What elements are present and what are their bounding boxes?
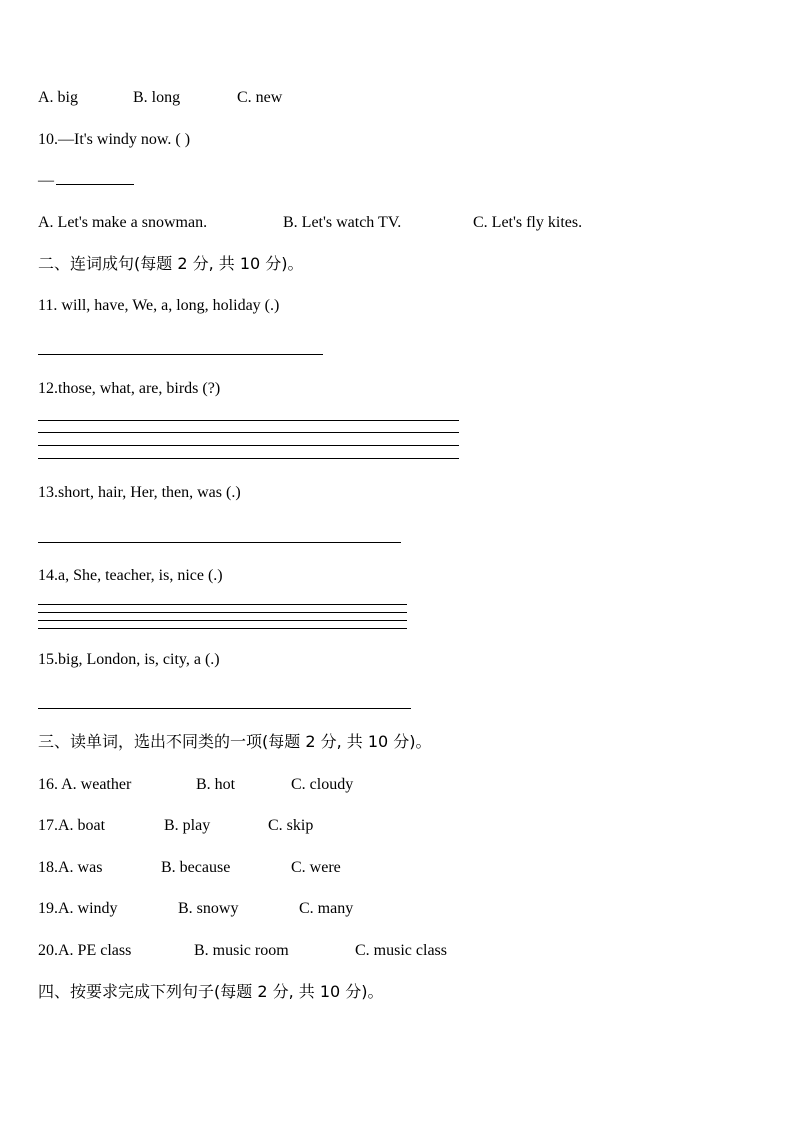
q13-answer-line[interactable]: [38, 542, 401, 543]
q17-option-c: C. skip: [268, 817, 314, 834]
q17-option-a: 17.A. boat: [38, 817, 106, 834]
q19-option-c: C. many: [299, 900, 354, 917]
q20-option-c: C. music class: [355, 942, 447, 959]
q9-option-a: A. big: [38, 89, 78, 106]
q20-row: [38, 941, 447, 961]
q18-option-b: B. because: [161, 859, 231, 876]
q18-option-a: 18.A. was: [38, 859, 103, 876]
q20-option-a: 20.A. PE class: [38, 942, 132, 959]
q9-option-c: C. new: [237, 89, 283, 106]
q10-answer-blank[interactable]: [56, 170, 134, 185]
q15-prompt: 15.big, London, is, city, a (.): [38, 651, 220, 668]
q14-answer-line-3[interactable]: [38, 620, 407, 621]
q11-answer-line[interactable]: [38, 354, 323, 355]
q12-answer-line-2[interactable]: [38, 432, 459, 433]
q12-answer-line-4[interactable]: [38, 458, 459, 459]
q18-option-c: C. were: [291, 859, 341, 876]
q16-option-b: B. hot: [196, 776, 236, 793]
q9-option-b: B. long: [133, 89, 181, 106]
q20-option-b: B. music room: [194, 942, 289, 959]
q14-answer-line-2[interactable]: [38, 612, 407, 613]
q10-option-a: A. Let's make a snowman.: [38, 214, 208, 231]
q15-answer-line[interactable]: [38, 708, 411, 709]
q12-prompt: 12.those, what, are, birds (?): [38, 380, 221, 397]
q13-prompt: 13.short, hair, Her, then, was (.): [38, 484, 241, 501]
q19-option-a: 19.A. windy: [38, 900, 118, 917]
q9-options: [38, 88, 282, 108]
q17-row: [38, 816, 313, 836]
section3-heading: 三、读单词，选出不同类的一项(每题 2 分, 共 10 分)。: [38, 732, 432, 751]
q16-option-c: C. cloudy: [291, 776, 354, 793]
q10-option-b: B. Let's watch TV.: [283, 214, 402, 231]
q17-option-b: B. play: [164, 817, 211, 834]
q10-option-c: C. Let's fly kites.: [473, 214, 583, 231]
q19-row: [38, 899, 353, 919]
q14-answer-line-4[interactable]: [38, 628, 407, 629]
q14-answer-line-1[interactable]: [38, 604, 407, 605]
q14-prompt: 14.a, She, teacher, is, nice (.): [38, 567, 223, 584]
q10-reply: [38, 170, 134, 191]
q12-answer-line-1[interactable]: [38, 420, 459, 421]
q10-question: 10.—It's windy now. ( ): [38, 131, 191, 148]
section2-heading: 二、连词成句(每题 2 分, 共 10 分)。: [38, 254, 304, 273]
q19-option-b: B. snowy: [178, 900, 239, 917]
q10-options: [38, 213, 582, 233]
q18-row: [38, 858, 341, 878]
q16-option-a: 16. A. weather: [38, 776, 132, 793]
section4-heading: 四、按要求完成下列句子(每题 2 分, 共 10 分)。: [38, 982, 384, 1001]
q12-answer-line-3[interactable]: [38, 445, 459, 446]
q10-reply-dash: —: [38, 172, 54, 189]
q11-prompt: 11. will, have, We, a, long, holiday (.): [38, 297, 280, 314]
q16-row: [38, 775, 353, 795]
